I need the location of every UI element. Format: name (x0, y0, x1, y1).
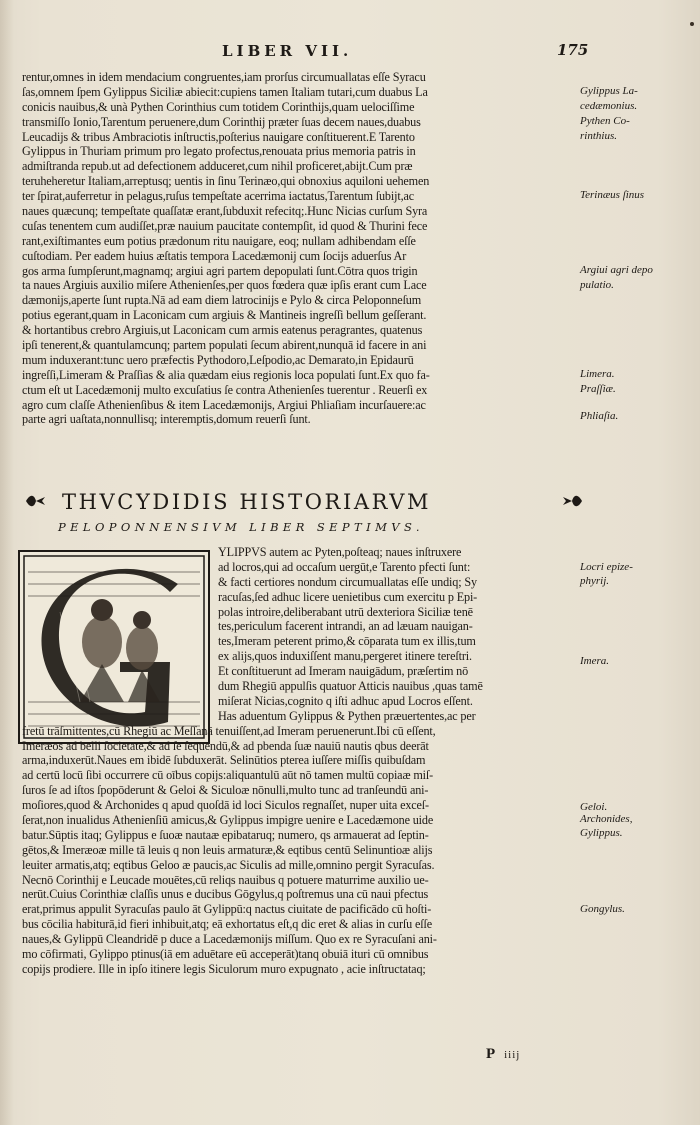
margin-note: Gylippus. (580, 826, 623, 839)
text-line: bus cōcilia habiturā,id fieri inhibuit,atq; eā exhortatus eſt,q dic eret & alias in curſu eſſe (22, 917, 432, 932)
text-line: dæmonijs,aperte ſunt rupta.Nā ad eam diem latrocinijs e Pylo & circa Peloponneſum (22, 293, 422, 308)
text-line: ſas,omnem ſpem Gylippus Siciliæ abiecit:cupiens tamen Italiam tutari,cum duabus La (22, 84, 428, 99)
text-line: polas introire,deliberabant utrū dexteriora Siciliæ tenē (218, 604, 473, 619)
margin-note: Gongylus. (580, 902, 625, 915)
margin-note: Argiui agri depo (580, 263, 653, 276)
text-line: ipſi tenerent,& quantulamcunq; partem populati ſecum abirent,nunquā id facere in ani (22, 338, 427, 353)
text-line: mo cōfirmati, Gylippo ptinus(iā em aduētare eū acceperāt)tanq obuiā ituri cū omnibus (22, 947, 429, 962)
text-line: cuſtodiam. Per eadem huius æſtatis tempora Lacedæmonij cum ſocijs aduerſus Ar (22, 248, 407, 263)
text-line: Gylippus in Thuriam primum pro legato profectus,renouata prius memoria patris in (22, 144, 416, 159)
margin-note: Archonides, (580, 813, 633, 826)
text-line: cuſas tenentem cum audiſſet,præ nauium paucitate contempſit, id quod & Thurini fece (22, 218, 428, 233)
signature-letter: P (486, 1046, 498, 1062)
ink-speck (690, 22, 694, 26)
margin-note: phyrij. (580, 574, 610, 587)
margin-note: rinthius. (580, 129, 617, 142)
fleuron-left-icon (24, 492, 46, 510)
page-number: 175 (557, 41, 589, 59)
book-title: THVCYDIDIS HISTORIARVM (62, 490, 432, 514)
running-head (0, 40, 700, 66)
book-subtitle: PELOPONNENSIVM LIBER SEPTIMVS. (58, 520, 424, 534)
text-line: teruheheretur Italiam,arreptusq; uentis in ſinu Terinæo,qui obnoxius aquiloni uehemen (22, 174, 430, 189)
text-line: ad locros,qui ad occaſum uergūt,e Tarento pfecti ſunt: (218, 559, 471, 574)
text-line: tes,periculum facerent intrandi, an ad læuam nauigan- (218, 619, 473, 634)
text-line: naues,& Gylippū Cleandridē p duce a Lacedæmonijs miſſum. Quo ex re Syracuſani ani- (22, 932, 437, 947)
text-line: YLIPPVS autem ac Pyten,poſteaq; naues inſtruxere (218, 545, 462, 559)
text-line: nerūt.Cuius Corinthiæ claſſis unus e ducibus Gōgylus,q poſtremus una cū naui pfectus (22, 887, 429, 902)
margin-note: Limera. (580, 368, 615, 380)
margin-note: pulatio. (580, 278, 614, 291)
text-line: ingreſſi,Limeram & Praſſias & alia quædam eius regionis loca populati ſunt.Ex quo fa- (22, 367, 430, 382)
signature-number: iiij (504, 1049, 521, 1061)
text-line: parte agri uaſtata,nonnullisq; interemptis,domum reuerſi ſunt. (22, 412, 311, 427)
margin-note: Gylippus La- (580, 84, 638, 97)
margin-note: Pythen Co- (580, 114, 630, 127)
text-line: copijs prodiere. Ille in ipſo itinere legis Siculorum muro expugnato , acie inſtructataq; (22, 961, 426, 976)
book-vi-closing-text (22, 70, 578, 427)
text-line: potius egerant,quam in Laconicam cum argiuis & Mantineis ingreſſi bellum geſſerant. (22, 308, 427, 323)
text-line: & hortantibus crebro Argiuis,ut Laconicam cum armis eatenus peragrantes, quatenus (22, 323, 423, 338)
margin-note: Terinæus ſinus (580, 189, 645, 202)
running-head-title: LIBER VII. (222, 42, 353, 60)
text-line: Leucadijs & tribus Ambraciotis inſtructis,poſterius nauigare conſtituerent.E Tarento (22, 129, 415, 144)
text-line: mum induxerant:tunc uero præfectis Pythodoro,Leſpodio,ac Demarato,in Epidaurū (22, 352, 414, 367)
text-line: ſerat,non inualidus Athenienſiū amicus,& Gylippus impigre uenire e Lacedæmone uide (22, 813, 434, 828)
text-line: arma,induxerūt.Naues em ibidē ſubduxerāt. Selinūtios pterea iuſſere miſſis quibuſdam (22, 753, 426, 768)
text-line: miſerat Nicias,cognito q iſti adhuc apud Locros eſſent. (218, 693, 473, 708)
book-title-row (24, 490, 584, 514)
text-line: ad certū locū ſibi occurrere cū oībus copijs:aliquantulū aūt nō tamen multū copiaæ miſ- (22, 768, 434, 783)
text-line: rant,exiſtimantes eum potius prædonum ritu nauigare, eoq; nullam adhibendam eſſe (22, 233, 416, 248)
text-line: ſuros ſe ad iſtos ſpopōderunt & Geloi & Siculoæ nōnulli,multo tunc ad tranſeundū ani- (22, 783, 429, 798)
margin-note: Praſſiæ. (580, 382, 616, 395)
book-vii-opening-text (22, 545, 578, 977)
text-line: Imeræos ad belli ſocietatē,& ad ſe ſequendū,& ad pbenda ſuæ nauiū nautis qbus deerāt (22, 738, 429, 753)
text-line: tes,Imeram peterent primo,& cōparata tum ex illis,tum (218, 634, 476, 649)
text-line: Necnō Corinthij e Leucade mouētes,cū reliqs nauibus q potuere maturrime auxilio ue- (22, 872, 429, 887)
text-line: leuiter armatis,atq; eqtibus Geloo æ paucis,ac Siculis ad mille,omnino pergit Syracuſas. (22, 857, 435, 872)
text-line: ex alijs,quos induxiſſent manu,pergeret itinere tereſtri. (218, 649, 472, 664)
text-line: gētos,& Imeræoæ mille tā leuis q non leuis armaturæ,& eqtibus centū Selinuntioæ alijs (22, 842, 433, 857)
text-line: dum Rhegiū appulſis quatuor Atticis nauibus ,quas tamē (218, 679, 483, 694)
text-line: ter ſpirat,auferretur in pelagus,ruſus tempeſtate acerrima iactatus,Tarentum ſubijt,ac (22, 189, 414, 204)
text-line: racuſas,ſed adhuc licere uenietibus cum exercitu p Epi- (218, 589, 478, 604)
text-line: agro cum claſſe Athenienſibus & item Lacedæmonijs, Argiui Phliaſiam incurſauere:ac (22, 397, 426, 412)
text-line: conicis nauibus,& unà Pythen Corinthius cum totidem Corinthijs,quam uelociſſime (22, 99, 415, 114)
text-line: batur.Sūptis itaq; Gylippus e ſuoæ nautaæ epibataruq; numero, qs armauerat ad ſeptin- (22, 827, 429, 842)
margin-note: Geloi. (580, 801, 608, 814)
text-line: rentur,omnes in idem mendacium congruentes,iam prorſus circumuallatas eſſe Syracu (22, 70, 426, 84)
text-line: erat,primus appulit Syracuſas paulo āt Gylippū:q nactus ciuitate de pacificādo cū hoſti- (22, 902, 432, 917)
text-line: Et conſtituerunt ad Imeram nauigādum, præſertim nō (218, 664, 469, 679)
text-line: gos arma ſumpſerunt,magnamq; argiui agri partem depopulati ſunt.Cōtra quos trigin (22, 263, 418, 278)
text-line: & facti certiores nondum circumuallatas eſſe undiq; Sy (218, 574, 477, 589)
margin-note: Imera. (580, 655, 610, 668)
margin-note: cedæmonius. (580, 99, 638, 112)
text-line: admiſtranda repub.ut ad defectionem adduceret,cum nihil proficeret,abijt.Cum præ (22, 159, 413, 174)
fleuron-right-icon (562, 492, 584, 510)
text-line: transmiſſo Ionio,Tarentum peruenere,dum Corinthij præter ſuas decem naues,duabus (22, 114, 421, 129)
margin-note: Phliaſia. (580, 409, 619, 422)
text-line: fretū trāſmittentes,cū Rhegiū ac Meſſanā tenuiſſent,ad Imeram peruenerunt.Ibi cū eſſent, (22, 723, 436, 738)
text-line: ctum eſt ut Lacedæmonij multo excuſatius ſe contra Athenienſes tuerentur . Reuerſi ex (22, 382, 428, 397)
text-line: ta naues Argiuis auxilio miſere Athenienſes,per quos fœdera quæ ipſis erant cum Lace (22, 278, 427, 293)
printer-signature-mark (486, 1046, 520, 1063)
margin-note: Locri epize- (580, 561, 633, 574)
text-line: Has aduentum Gylippus & Pythen præuertentes,ac per (218, 708, 476, 723)
text-line: moſiores,quod & Archonides q apud quoſdā id loci Siculos regnaſſet, nuper uita exceſ- (22, 798, 429, 813)
text-line: naues quæcunq; tempeſtate quaſſatæ erant,ſubduxit refecitq;.Hunc Nicias curſum Syra (22, 204, 428, 219)
